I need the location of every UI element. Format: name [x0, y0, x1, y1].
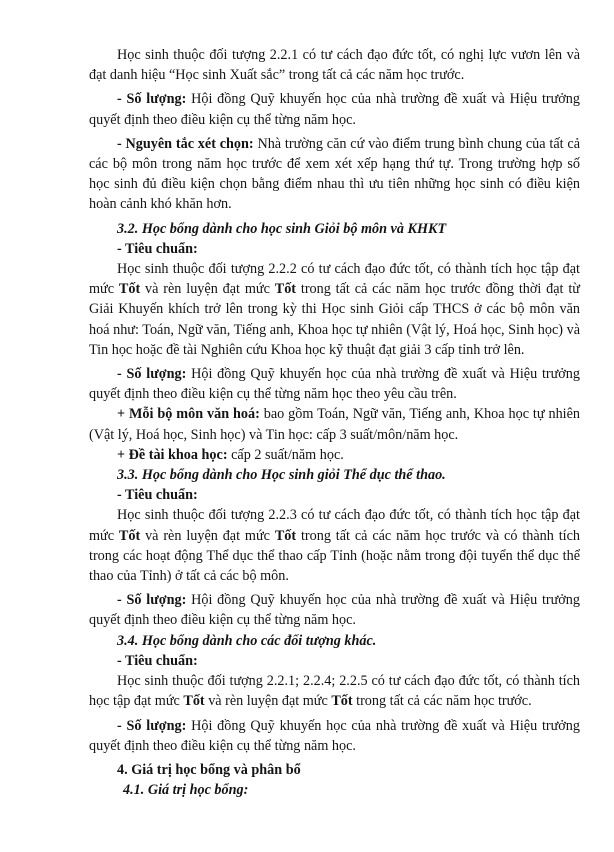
paragraph-quantity-1: - Số lượng: Hội đồng Quỹ khuyến học của nhà trường đề xuất và Hiệu trưởng quyết định theo điều kiện cụ thể từng năm học. — [89, 91, 580, 128]
label-criteria-3: - Tiêu chuẩn: — [117, 652, 198, 669]
paragraph-quantity-3: - Số lượng: Hội đồng Quỹ khuyến học của nhà trường đề xuất và Hiệu trưởng quyết định theo điều kiện cụ thể từng năm học. — [89, 592, 580, 629]
heading-4: 4. Giá trị học bổng và phân bổ — [117, 761, 301, 778]
paragraph-criteria-1: Học sinh thuộc đối tượng 2.2.2 có tư cách đạo đức tốt, có thành tích học tập đạt mức Tốt và rèn luyện đạt mức Tốt trong tất cả các năm học trước đồng thời đạt từ Giải Khuyến khích trở lên trong kỳ thi Học sinh Giỏi cấp THCS ở các bộ môn văn hoá như: Toán, Ngữ văn, Tiếng anh, Khoa học tự nhiên (Vật lý, Hoá học, Sinh học) và Tin học hoặc đề tài Nghiên cứu Khoa học kỹ thuật đạt giải 3 cấp tỉnh trở lên. — [89, 261, 580, 358]
paragraph-quantity-4: - Số lượng: Hội đồng Quỹ khuyến học của nhà trường đề xuất và Hiệu trưởng quyết định theo điều kiện cụ thể từng năm học. — [89, 717, 580, 754]
heading-3-4: 3.4. Học bổng dành cho các đối tượng khác. — [117, 632, 377, 649]
heading-3-2: 3.2. Học bổng dành cho học sinh Giỏi bộ môn và KHKT — [117, 220, 447, 237]
heading-3-3: 3.3. Học bổng dành cho Học sinh giỏi Thể dục thể thao. — [117, 467, 446, 484]
paragraph-criteria-2: Học sinh thuộc đối tượng 2.2.3 có tư cách đạo đức tốt, có thành tích học tập đạt mức Tốt và rèn luyện đạt mức Tốt trong tất cả các năm học trước và có thành tích trong các hoạt động Thể dục thể thao cấp Tỉnh (hoặc nằm trong đội tuyển thể dục thể thao của Tỉnh) ở tất cả các bộ môn. — [89, 507, 580, 585]
paragraph-excellent-students: Học sinh thuộc đối tượng 2.2.1 có tư cách đạo đức tốt, có nghị lực vươn lên và đạt danh hiệu “Học sinh Xuất sắc” trong tất cả các năm học trước. — [89, 47, 580, 84]
label-criteria-1: - Tiêu chuẩn: — [117, 240, 198, 257]
label-quantity: - Số lượng: — [117, 91, 187, 108]
label-criteria-2: - Tiêu chuẩn: — [117, 487, 198, 504]
paragraph-quantity-2: - Số lượng: Hội đồng Quỹ khuyến học của nhà trường đề xuất và Hiệu trưởng quyết định theo điều kiện cụ thể từng năm học theo yêu cầu trên. — [89, 366, 580, 403]
label-selection-principle: - Nguyên tắc xét chọn: — [117, 135, 254, 152]
heading-4-1: 4.1. Giá trị học bổng: — [123, 782, 249, 799]
paragraph-selection-principle: - Nguyên tắc xét chọn: Nhà trường căn cứ vào điểm trung bình chung của tất cả các bộ môn trong năm học trước để xem xét xếp hạng thứ tự. Trong trường hợp số học sinh đủ điều kiện chọn bằng điểm nhau thì ưu tiên những học sinh có điều kiện hoàn cảnh khó khăn hơn. — [89, 135, 580, 213]
paragraph-criteria-3: Học sinh thuộc đối tượng 2.2.1; 2.2.4; 2.2.5 có tư cách đạo đức tốt, có thành tích học tập đạt mức Tốt và rèn luyện đạt mức Tốt trong tất cả các năm học trước. — [89, 673, 580, 710]
paragraph-science-project: + Đề tài khoa học: cấp 2 suất/năm học. — [117, 446, 344, 463]
paragraph-each-subject: + Mỗi bộ môn văn hoá: bao gồm Toán, Ngữ văn, Tiếng anh, Khoa học tự nhiên (Vật lý, Hoá học, Sinh học) và Tin học: cấp 3 suất/môn/năm học. — [89, 406, 580, 443]
